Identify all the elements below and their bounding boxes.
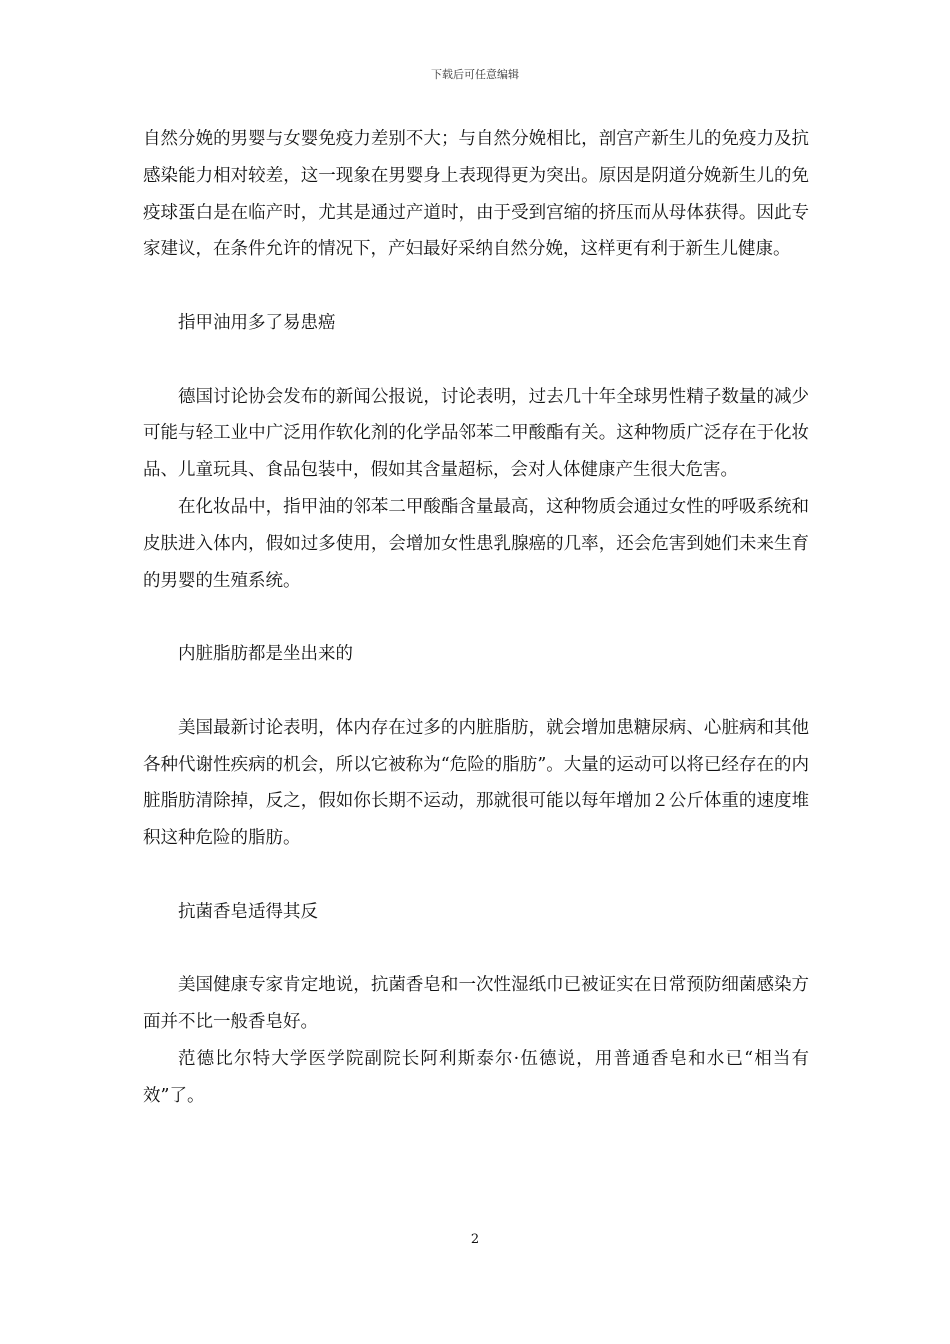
section-spacer — [143, 599, 809, 636]
section-spacer — [143, 857, 809, 894]
section-spacer — [143, 268, 809, 305]
page-number: 2 — [470, 1232, 480, 1247]
section-spacer — [143, 342, 809, 379]
antibacterial-soap-paragraph-1: 美国健康专家肯定地说，抗菌香皂和一次性湿纸巾已被证实在日常预防细菌感染方面并不比一般香皂好。 — [143, 975, 809, 1033]
section-heading-visceral-fat: 内脏脂肪都是坐出来的 — [178, 644, 353, 665]
intro-paragraph: 自然分娩的男婴与女婴免疫力差别不大；与自然分娩相比，剖宫产新生儿的免疫力及抗感染能力相对较差，这一现象在男婴身上表现得更为突出。原因是阴道分娩新生儿的免疫球蛋白是在临产时，尤其是通过产道时，由于受到宫缩的挤压而从母体获得。因此专家建议，在条件允许的情况下，产妇最好采纳自然分娩，这样更有利于新生儿健康。 — [143, 129, 809, 260]
section-spacer — [143, 673, 809, 710]
visceral-fat-paragraph-1: 美国最新讨论表明，体内存在过多的内脏脂肪，就会增加患糖尿病、心脏病和其他各种代谢性疾病的机会，所以它被称为“危险的脂肪”。大量的运动可以将已经存在的内脏脂肪清除掉，反之，假如你长期不运动，那就很可能以每年增加２公斤体重的速度堆积这种危险的脂肪。 — [143, 717, 809, 849]
page-header: 下载后可任意编辑 — [431, 68, 519, 81]
document-body — [143, 121, 809, 1115]
section-heading-nail-polish: 指甲油用多了易患癌 — [178, 312, 336, 333]
section-spacer — [143, 931, 809, 968]
section-heading-antibacterial-soap: 抗菌香皂适得其反 — [178, 901, 318, 922]
nail-polish-paragraph-2: 在化妆品中，指甲油的邻苯二甲酸酯含量最高，这种物质会通过女性的呼吸系统和皮肤进入体内，假如过多使用，会增加女性患乳腺癌的几率，还会危害到她们未来生育的男婴的生殖系统。 — [143, 496, 809, 591]
antibacterial-soap-paragraph-2: 范德比尔特大学医学院副院长阿利斯泰尔·伍德说，用普通香皂和水已“相当有效”了。 — [143, 1048, 809, 1106]
nail-polish-paragraph-1: 德国讨论协会发布的新闻公报说，讨论表明，过去几十年全球男性精子数量的减少可能与轻工业中广泛用作软化剂的化学品邻苯二甲酸酯有关。这种物质广泛存在于化妆品、儿童玩具、食品包装中，假如其含量超标，会对人体健康产生很大危害。 — [143, 386, 809, 481]
